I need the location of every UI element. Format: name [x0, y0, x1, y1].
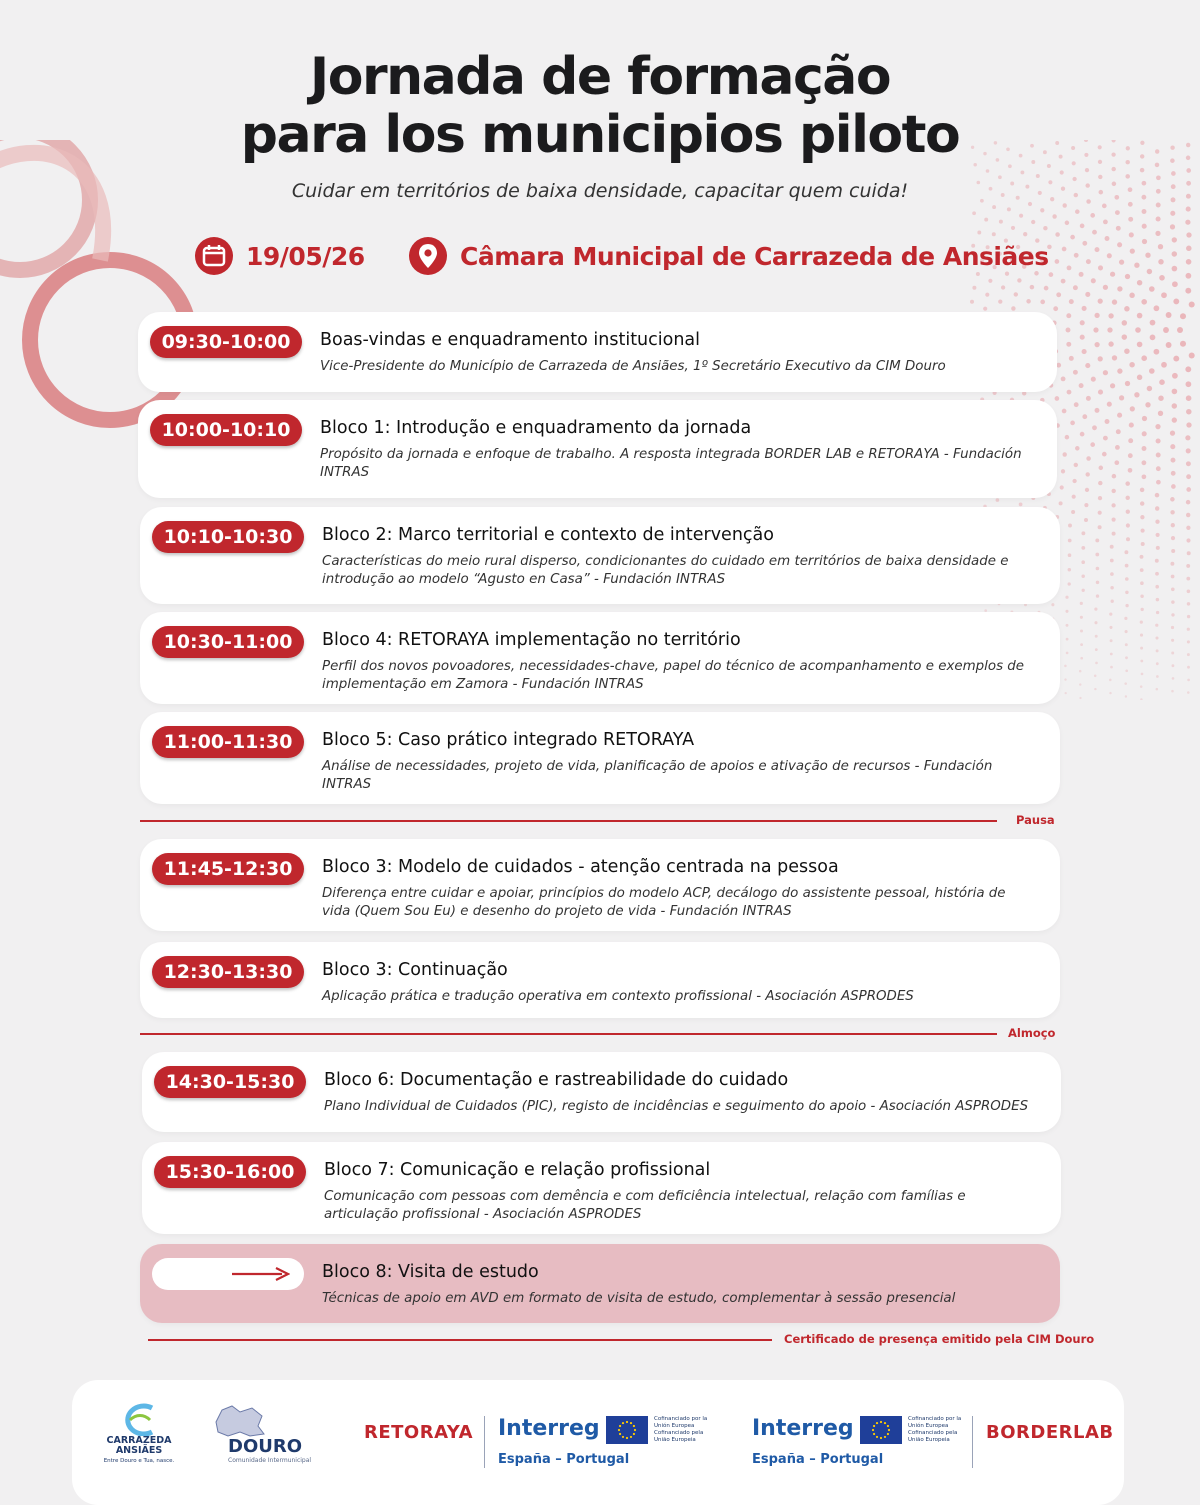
break-divider — [140, 820, 997, 822]
agenda-item-title: Bloco 3: Continuação — [322, 960, 508, 980]
agenda-item-description: Propósito da jornada e enfoque de trabalho. A resposta integrada BORDER LAB e RETORAYA - Fundación INTRAS — [320, 447, 1022, 480]
agenda-item — [140, 942, 1060, 1018]
agenda-item — [138, 400, 1057, 498]
subtitle: Cuidar em territórios de baixa densidade, capacitar quem cuida! — [291, 180, 909, 202]
interreg-name: Interreg — [498, 1416, 600, 1441]
time-badge: 10:00-10:10 — [150, 414, 302, 446]
agenda-item-title: Bloco 1: Introdução e enquadramento da jornada — [320, 418, 752, 438]
agenda-item-description: Características do meio rural disperso, condicionantes do cuidado em territórios de baixa densidade e introdução ao modelo “Agusto en Casa” - Fundación INTRAS — [322, 554, 1009, 587]
agenda-item-description: Vice-Presidente do Município de Carrazeda de Ansiães, 1º Secretário Executivo da CIM Douro — [320, 359, 946, 374]
agenda-item — [142, 1052, 1061, 1132]
agenda-item-description: Plano Individual de Cuidados (PIC), registo de incidências e seguimento do apoio - Asociación ASPRODES — [324, 1099, 1029, 1114]
interreg-logo — [498, 1408, 738, 1478]
page-title — [0, 48, 1200, 164]
break-label: Pausa — [1016, 813, 1055, 827]
interreg-name: Interreg — [752, 1416, 854, 1441]
event-date — [194, 233, 365, 279]
calendar-icon — [194, 236, 234, 276]
event-date-text: 19/05/26 — [246, 241, 365, 271]
time-badge: 11:45-12:30 — [152, 853, 304, 885]
agenda-item-description: Análise de necessidades, projeto de vida, planificação de apoios e ativação de recursos - Fundación INTRAS — [322, 759, 993, 792]
agenda-item — [142, 1142, 1061, 1234]
agenda-item-title: Bloco 6: Documentação e rastreabilidade do cuidado — [324, 1070, 789, 1090]
agenda-item — [140, 712, 1060, 804]
cofinanced-text: Cofinanciado por la Unión Europea Cofinanciado pela União Europeia — [654, 1416, 708, 1443]
time-badge: 10:30-11:00 — [152, 626, 304, 658]
time-badge-empty — [152, 1258, 304, 1290]
eu-flag-icon — [606, 1416, 648, 1444]
certificate-note: Certificado de presença emitido pela CIM Douro — [784, 1332, 1095, 1346]
lunch-label: Almoço — [1008, 1026, 1056, 1040]
agenda-item — [140, 839, 1060, 931]
agenda-item-description: Aplicação prática e tradução operativa em contexto profissional - Asociación ASPRODES — [322, 989, 914, 1004]
time-badge: 10:10-10:30 — [152, 521, 304, 553]
douro-subtitle: Comunidade Intermunicipal — [228, 1457, 312, 1464]
carrazeda-emblem-icon — [100, 1402, 178, 1436]
time-badge: 15:30-16:00 — [154, 1156, 306, 1188]
agenda-item-title: Bloco 5: Caso prático integrado RETORAYA — [322, 730, 695, 750]
agenda-item-title: Bloco 4: RETORAYA implementação no território — [322, 630, 741, 650]
agenda-item — [138, 312, 1057, 392]
douro-map-icon — [210, 1402, 270, 1440]
arrow-right-icon — [232, 1267, 290, 1281]
lunch-divider — [140, 1033, 997, 1035]
eu-flag-icon — [860, 1416, 902, 1444]
time-badge: 12:30-13:30 — [152, 956, 304, 988]
agenda-item-description: Diferença entre cuidar e apoiar, princípios do modelo ACP, decálogo do assistente pessoal, história de vida (Quem Sou Eu) e desenho do projeto de vida - Fundación INTRAS — [322, 886, 1006, 919]
map-pin-icon — [408, 236, 448, 276]
agenda-item-study-visit — [140, 1244, 1060, 1323]
carrazeda-logo — [100, 1402, 178, 1472]
event-location — [408, 233, 1049, 279]
title-line-2: para los municipios piloto — [240, 105, 960, 165]
agenda-item-title: Bloco 2: Marco territorial e contexto de intervenção — [322, 525, 774, 545]
agenda-item-title: Bloco 7: Comunicação e relação profissional — [324, 1160, 711, 1180]
agenda-item-description: Comunicação com pessoas com demência e com deficiência intelectual, relação com famílias e articulação profissional - Asociación ASPRODES — [324, 1189, 966, 1222]
agenda-item-title: Bloco 3: Modelo de cuidados - atenção centrada na pessoa — [322, 857, 839, 877]
agenda-item-description: Perfil dos novos povoadores, necessidades-chave, papel do técnico de acompanhamento e exemplos de implementação em Zamora - Fundación INTRAS — [322, 659, 1025, 692]
agenda-item — [140, 507, 1060, 604]
interreg-region: España – Portugal — [752, 1452, 884, 1467]
logo-divider — [972, 1416, 973, 1468]
certificate-divider — [148, 1339, 772, 1341]
agenda-item-title: Boas-vindas e enquadramento institucional — [320, 330, 701, 350]
time-badge: 14:30-15:30 — [154, 1066, 306, 1098]
footer-logos — [72, 1380, 1124, 1505]
agenda-item — [140, 612, 1060, 704]
event-location-text: Câmara Municipal de Carrazeda de Ansiães — [460, 241, 1049, 271]
carrazeda-tagline: Entre Douro e Tua, nasce. — [103, 1458, 175, 1464]
logo-divider — [484, 1416, 485, 1468]
time-badge: 09:30-10:00 — [150, 326, 302, 358]
interreg-logo — [752, 1408, 992, 1478]
agenda-item-description: Técnicas de apoio em AVD em formato de visita de estudo, complementar à sessão presencial — [322, 1291, 956, 1306]
retoraya-logo: RETORAYA — [364, 1422, 474, 1443]
carrazeda-name: CARRAZEDA ANSIÃES — [106, 1435, 172, 1456]
borderlab-logo: BORDERLAB — [986, 1422, 1114, 1443]
douro-name: DOURO — [228, 1436, 303, 1457]
douro-logo — [208, 1402, 312, 1472]
time-badge: 11:00-11:30 — [152, 726, 304, 758]
agenda-item-title: Bloco 8: Visita de estudo — [322, 1262, 539, 1282]
title-line-1: Jornada de formação — [309, 47, 891, 107]
cofinanced-text: Cofinanciado por la Unión Europea Cofinanciado pela União Europeia — [908, 1416, 962, 1443]
interreg-region: España – Portugal — [498, 1452, 630, 1467]
